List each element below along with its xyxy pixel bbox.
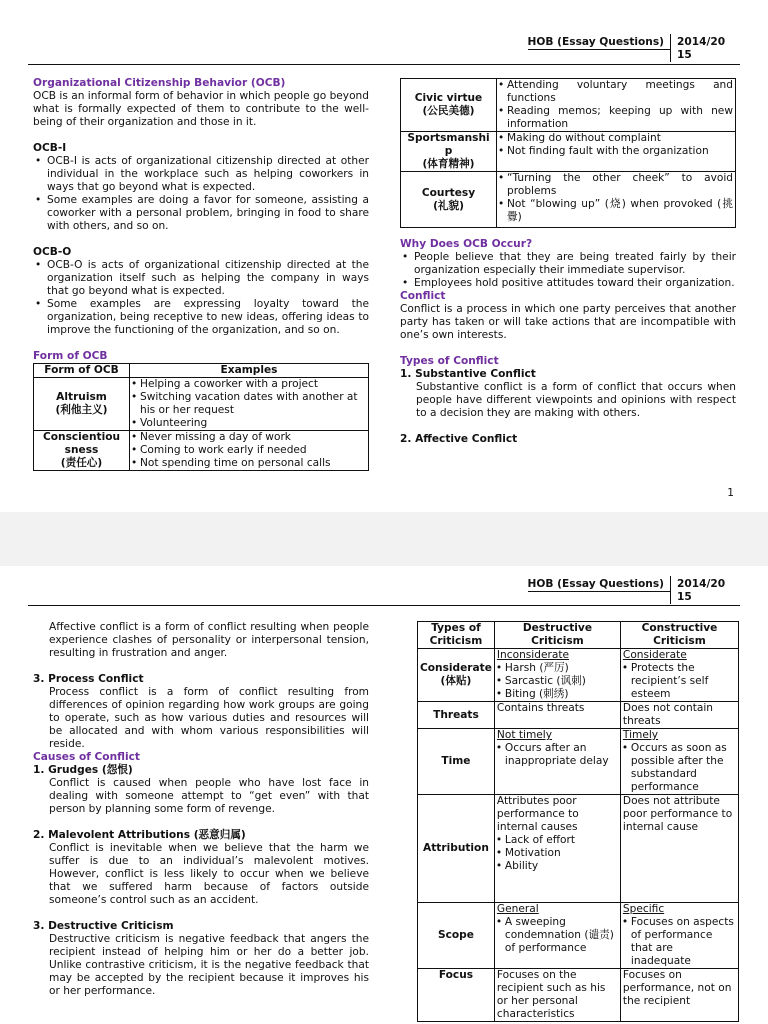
page-2 [0, 566, 768, 1024]
cause-1-title: 1. Grudges (怨恨) [33, 764, 133, 776]
list-item: • Occurs as soon as possible after the substandard performance [623, 742, 736, 794]
list-item: • Occurs after an inappropriate delay [497, 742, 618, 768]
table-row [418, 649, 739, 702]
destructive-cell: Not timely • Occurs after an inappropriate delay [494, 729, 620, 795]
header-rule [28, 64, 740, 65]
list-item: • Not spending time on personal calls [132, 457, 366, 470]
row-heading: Threats [418, 702, 495, 729]
list-item: • A sweeping condemnation (谴责) of performance [497, 916, 618, 955]
destructive-cell: Contains threats [494, 702, 620, 729]
list-item: • Ability [497, 860, 618, 873]
row-items [130, 431, 369, 471]
row-items [497, 172, 736, 228]
header-rule [28, 605, 740, 606]
causes-title: Causes of Conflict [33, 751, 140, 763]
criticism-table [417, 621, 739, 1022]
left-column [33, 621, 369, 998]
types-title: Types of Conflict [400, 355, 499, 367]
destructive-cell: Attributes poor performance to internal causes • Lack of effort • Motivation • Ability [494, 795, 620, 903]
page-header [528, 34, 742, 62]
row-heading: Scope [418, 903, 495, 969]
process-title: 3. Process Conflict [33, 673, 144, 685]
list-item: • Focuses on aspects of performance that are inadequate [623, 916, 736, 968]
cause-3-title: 3. Destructive Criticism [33, 920, 174, 932]
cause-2-text: Conflict is inevitable when we believe that the harm we suffer is due to an individual’s malevolent motives. However, conflict is less likely to occur when we believe that we suffered harm because of factors outside someone’s control such as an accident. [49, 842, 369, 906]
list-item: • Some examples are expressing loyalty toward the organization, being receptive to new ideas, offering ideas to improve the functioning of the organization, and so on. [33, 298, 369, 337]
cause-1-text: Conflict is caused when people who have lost face in dealing with someone attempt to “get even” with that person by planning some form of revenge. [49, 777, 369, 815]
row-items [130, 378, 369, 431]
list-item: • Helping a coworker with a project [132, 378, 366, 391]
list-item: • Sarcastic (讽刺) [497, 675, 618, 688]
list-item: • Employees hold positive attitudes toward their organization. [400, 277, 736, 290]
list-item: • Not finding fault with the organization [499, 145, 733, 158]
list-item: • OCB-I is acts of organizational citizenship directed at other individual in the workplace such as helping coworkers in ways that go beyond what is expected. [33, 155, 369, 194]
destructive-cell: Inconsiderate • Harsh (严厉) • Sarcastic (讽刺) • Biting (刺绣) [494, 649, 620, 702]
why-list [400, 251, 736, 290]
left-column [33, 77, 369, 471]
affective-text: Affective conflict is a form of conflict resulting when people experience clashes of personality or interpersonal tension, resulting in frustration and anger. [49, 621, 369, 659]
form-title: Form of OCB [33, 350, 108, 362]
table-header: Form of OCB [34, 364, 130, 378]
table-header: Constructive Criticism [620, 622, 738, 649]
row-heading: Focus [418, 969, 495, 1022]
process-text: Process conflict is a form of conflict resulting from differences of opinion regarding how work groups are going to operate, such as how various duties and resources will be allocated and with whom various responsibilities will reside. [49, 686, 369, 750]
cause-3-text: Destructive criticism is negative feedback that angers the recipient instead of helping him or her do a better job. Unlike contrastive criticism, it is the negative feedback that may be accepted by the recipient because it improves his or her performance. [49, 933, 369, 997]
constructive-cell: Considerate • Protects the recipient’s self esteem [620, 649, 738, 702]
header-year: 2014/20 15 [670, 576, 742, 604]
destructive-cell: Focuses on the recipient such as his or her personal characteristics [494, 969, 620, 1022]
row-items [497, 132, 736, 172]
table-row [418, 729, 739, 795]
row-heading: Attribution [418, 795, 495, 903]
page-number: 1 [727, 487, 734, 499]
table-row [418, 969, 739, 1022]
substantive-title: 1. Substantive Conflict [400, 368, 536, 380]
table-header: Types of Criticism [418, 622, 495, 649]
row-heading: Considerate (体贴) [418, 649, 495, 702]
list-item: • Making do without complaint [499, 132, 733, 145]
ocb-title: Organizational Citizenship Behavior (OCB) [33, 77, 286, 89]
constructive-cell: Does not contain threats [620, 702, 738, 729]
table-row [34, 431, 369, 471]
table-row [34, 378, 369, 431]
constructive-cell: Focuses on performance, not on the recipient [620, 969, 738, 1022]
list-item: • Switching vacation dates with another at his or her request [132, 391, 366, 417]
affective-title: 2. Affective Conflict [400, 433, 518, 445]
list-item: • Some examples are doing a favor for someone, assisting a coworker with a personal problem, bringing in food to share with others, and so on. [33, 194, 369, 233]
conflict-title: Conflict [400, 290, 446, 302]
table-row [418, 795, 739, 903]
list-item: • People believe that they are being treated fairly by their organization especially their immediate supervisor. [400, 251, 736, 277]
table-row [401, 132, 736, 172]
list-item: • Never missing a day of work [132, 431, 366, 444]
list-item: • Not “blowing up” (烧) when provoked (挑釁) [499, 198, 733, 224]
list-item: • Motivation [497, 847, 618, 860]
ocb-form-table [33, 363, 369, 471]
list-item: • Coming to work early if needed [132, 444, 366, 457]
table-row [418, 622, 739, 649]
substantive-text: Substantive conflict is a form of conflict that occurs when people have different viewpoints and opinions with respect to a decision they are making with others. [416, 381, 736, 419]
ocbi-title: OCB-I [33, 142, 67, 154]
constructive-cell: Specific • Focuses on aspects of performance that are inadequate [620, 903, 738, 969]
row-heading: Altruism (利他主义) [34, 378, 130, 431]
destructive-cell: General • A sweeping condemnation (谴责) of performance [494, 903, 620, 969]
ocbo-list [33, 259, 369, 337]
list-item: • “Turning the other cheek” to avoid problems [499, 172, 733, 198]
header-year: 2014/20 15 [670, 34, 742, 62]
table-row [418, 903, 739, 969]
list-item: • Reading memos; keeping up with new information [499, 105, 733, 131]
right-column [400, 78, 736, 446]
list-item: • OCB-O is acts of organizational citizenship directed at the organization itself such as helping the company in ways that go beyond what is expected. [33, 259, 369, 298]
table-row [401, 172, 736, 228]
constructive-cell: Does not attribute poor performance to internal cause [620, 795, 738, 903]
table-row [401, 79, 736, 132]
list-item: • Volunteering [132, 417, 366, 430]
right-column [417, 621, 739, 1022]
list-item: • Harsh (严厉) [497, 662, 618, 675]
row-heading: Conscientiousness (责任心) [34, 431, 130, 471]
ocb-form-table-continued [400, 78, 736, 228]
row-heading: Time [418, 729, 495, 795]
ocbo-title: OCB-O [33, 246, 72, 258]
row-heading: Courtesy (礼貌) [401, 172, 497, 228]
cause-2-title: 2. Malevolent Attributions (恶意归属) [33, 829, 246, 841]
row-heading: Civic virtue (公民美德) [401, 79, 497, 132]
why-title: Why Does OCB Occur? [400, 238, 533, 250]
table-header: Destructive Criticism [494, 622, 620, 649]
list-item: • Protects the recipient’s self esteem [623, 662, 736, 701]
row-heading: Sportsmanship (体育精神) [401, 132, 497, 172]
list-item: • Attending voluntary meetings and functions [499, 79, 733, 105]
ocb-text: OCB is an informal form of behavior in which people go beyond what is formally expected of them to contribute to the well-being of their organization and those in it. [33, 90, 369, 128]
page-header [528, 576, 742, 604]
row-items [497, 79, 736, 132]
table-header: Examples [130, 364, 369, 378]
header-title: HOB (Essay Questions) [528, 36, 670, 50]
list-item: • Biting (刺绣) [497, 688, 618, 701]
conflict-text: Conflict is a process in which one party perceives that another party has taken or will take actions that are incompatible with one’s own interests. [400, 303, 736, 341]
list-item: • Lack of effort [497, 834, 618, 847]
header-title: HOB (Essay Questions) [528, 578, 670, 592]
ocbi-list [33, 155, 369, 233]
page-gap [0, 512, 768, 566]
table-row [418, 702, 739, 729]
constructive-cell: Timely • Occurs as soon as possible after the substandard performance [620, 729, 738, 795]
